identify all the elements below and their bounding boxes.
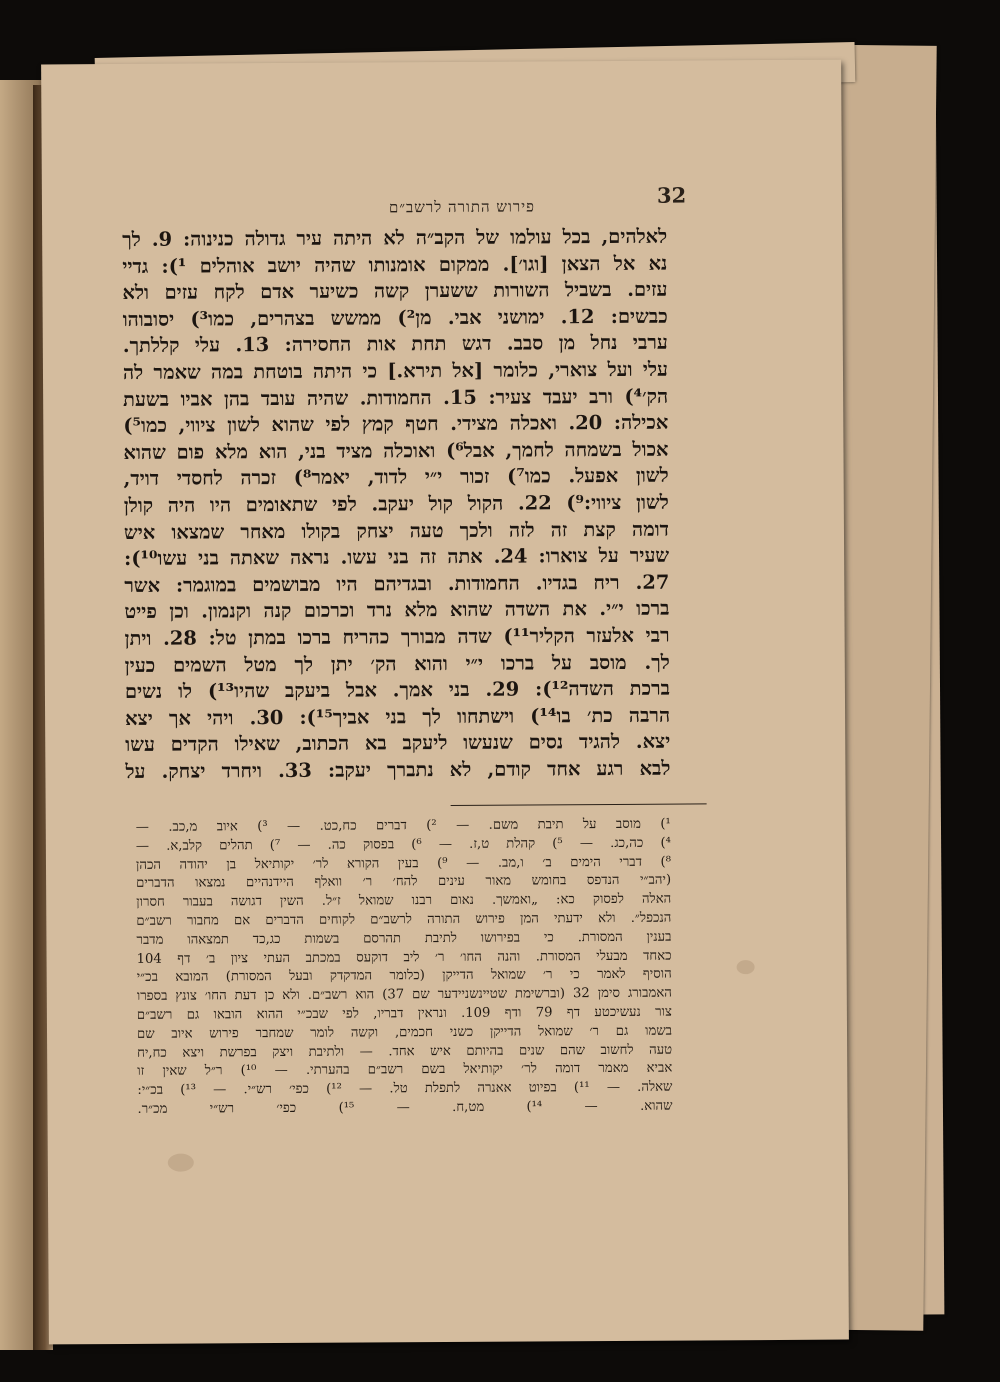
text-line: עלי ועל צוארי, כלומר [אל תירא.] כי היתה בוטחת במה שאמר לה [122, 357, 669, 384]
text-line: לשון אפעל. כמו⁷) זכור י״י לדוד, יאמר⁸) זכרה לחסדי דויד, [123, 463, 669, 491]
footnote-line: בשמו גם ר׳ שמואל הדייקן כשני חכמים, וקשה לומר שמחבר פירוש איוב שם [136, 1023, 673, 1042]
footnote-line: אביא מאמר דומה לר׳ יקותיאל בשם רשב״ם בהערתי. — ¹⁰) ר״ל שאין זו [137, 1060, 673, 1080]
text-line: לאלהים, בכל עולמו של הקב״ה לא היתה עיר גדולה כנינוה: 9. לך [122, 224, 668, 251]
footnote-line: (יהב״י הנדפס בחומש מאור עינים להח׳ ר׳ וואלף היידנהיים נמצאו הדברים [136, 873, 672, 892]
text-line: עזים. בשביל השורות ששערן קשה כשיער אדם לקח עזים ולא [122, 277, 668, 305]
footnote-line: ⁴) כה,כג. — ⁵) קהלת ט,ז. — ⁶) בפסוק כה. — ⁷) תהלים קלב,א. — [135, 835, 671, 854]
text-line: כבשים: 12. ימושני אבי. מן²) ממשש בצהרים, כמו³) יסובוהו [122, 304, 668, 331]
footnote-line: הנכפל״. ולא ידעתי המן פירוש התורה לרשב״ם לקוחים הדברים אם מחבור רשב״ם [136, 910, 672, 929]
running-head: פירוש התורה לרשב״ם [388, 197, 536, 217]
text-line: לבא רגע אחד קודם, לא נתברך יעקב: 33. ויחרד יצחק. על [125, 756, 671, 783]
text-line: הק׳⁴) ורב יעבד צעיר: 15. החמודות. שהיה עובד בהן אביו בשעת [123, 384, 669, 411]
footnote-line: ⁸) דברי הימים ב׳ ו,מב. — ⁹) בעין הקורא לר׳ יקותיאל בן יהודה הכהן [135, 854, 672, 873]
text-line: דומה קצת זה לזה ולכך טעה יצחק בקולו מאחר שמצאו איש [123, 517, 670, 544]
footnote-line: בענין המסורת. כי בפירושו לתיבת תהרסם בשמות כג,כד תמצאהו מדבר [136, 929, 672, 948]
text-line: אכול בשמחה לחמך, אבל⁶) ואוכלה מציד בני, הוא מלא פום שהוא [123, 437, 669, 464]
footnote-line: האמבורג סימן 32 (וברשימת שטיינשניידער שם 37) הוא רשב״ם. ולא כן דעת החו׳ צונץ בספרו [136, 985, 672, 1005]
footnote-line: צור נעשיכטע דף 79 ודף 109. ונראין דבריו, לפי שבכ״י ההוא הובאו גם רשב״ם [136, 1004, 672, 1023]
text-line: 27. ריח בגדיו. החמודות. ובגדיהם היו מבושמים במוגמר: אשר [124, 570, 670, 597]
footnote-line: טעה לחשוב שהם שנים בהיותם איש אחד. — ולתיבת ויצק בפרשת ויצא כח,יח [137, 1042, 673, 1061]
text-line: ברכו י״י. את השדה שהוא מלא נרד וכרכום קנה וקנמון. וכן פייט [124, 596, 670, 624]
text-line: נא אל הצאן [וגו׳]. ממקום אומנותו שהיה יושב אוהלים ¹): גדיי [122, 251, 668, 278]
text-line: לשון ציווי:⁹) 22. הקול קול יעקב. לפי שתאומים היו היה קולן [123, 490, 669, 517]
text-line: ערבי נחל מן סבב. דגש תחת אות החסירה: 13. עלי קללתך. [122, 331, 668, 358]
text-line: רבי אלעזר הקליר¹¹) שדה מבורך כהריח ברכו במתן טל: 28. ויתן [124, 623, 670, 650]
paper-stain [737, 960, 755, 974]
text-line: ברכת השדה¹²): 29. בני אמך. אבל ביעקב שהיו¹³) לו נשים [124, 676, 670, 704]
text-line: שעיר על צוארו: 24. אתה זה בני עשו. נראה שאתה בני עשו¹⁰): [124, 543, 670, 571]
paper-stain [168, 1154, 194, 1172]
footnote-divider [451, 803, 707, 806]
footnote-line: האלה לפסוק כא: „ואמשך. נאום רבנו שמואל ז״ל. השין דגושה בעבור חסרון [136, 891, 672, 911]
footnote-line: שהוא. — ¹⁴) מט,ח. — ¹⁵) כפי׳ רש״י מכ״ר. [137, 1098, 673, 1117]
text-line: יצא. להגיד נסים שנעשו ליעקב בא הכתוב, שאילו הקדים עשו [125, 729, 671, 757]
footnote-line: ¹) מוסב על תיבת משם. — ²) דברים כח,כט. — ³) איוב מ,כב. — [135, 816, 671, 835]
page-number: 32 [656, 182, 687, 208]
main-text-block [122, 224, 670, 786]
footnote-line: שאלה. — ¹¹) בפיוט אאנרה לתפלת טל. — ¹²) כפי׳ רש״י. — ¹³) בכ״י: [137, 1079, 673, 1099]
text-line: אכילה: 20. ואכלה מצידי. חטף קמץ לפי שהוא לשון ציווי, כמו⁵) [123, 410, 669, 438]
footnote-line: כאחד מבעלי המסורת. והנה החו׳ ר׳ ליב דוקעס במכתב העתי ציון ב׳ דף 104 [136, 948, 672, 967]
footnotes-block [136, 816, 673, 1120]
footnote-line: הוסיף לאמר כי ר׳ שמואל הדייקן (כלומר המדקדק ובעל המסורת) המובא בכ״י [136, 966, 672, 986]
book-page [41, 60, 849, 1345]
text-line: לך. מוסב על ברכו י״י והוא הק׳ יתן לך מטל השמים כעין [124, 650, 670, 677]
text-line: הרבה כת׳ בו¹⁴) וישתחוו לך בני אביך¹⁵): 30. ויהי אך יצא [125, 703, 671, 730]
